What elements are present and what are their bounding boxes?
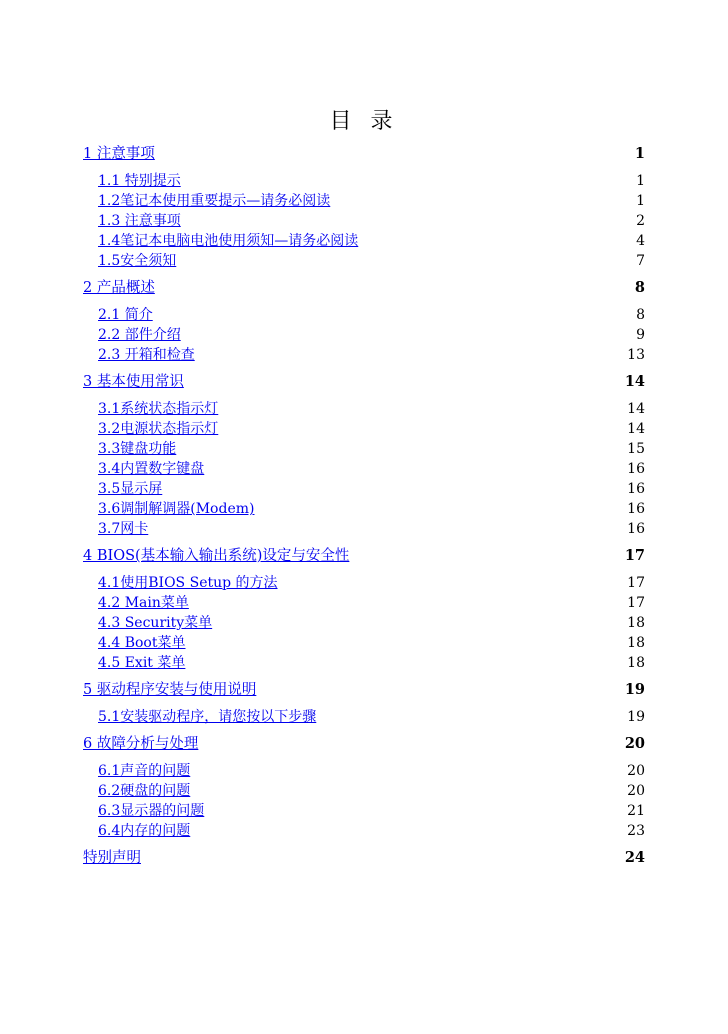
- toc-chapter-link[interactable]: 特别声明: [83, 850, 141, 866]
- toc-entry-page-number: 16: [627, 501, 645, 517]
- toc-entry-page-number: 16: [627, 461, 645, 477]
- toc-entry-row: [83, 499, 645, 519]
- toc-chapter-link[interactable]: 2 产品概述: [83, 280, 155, 296]
- toc-entry-page-number: 8: [636, 307, 645, 323]
- toc-entry-link[interactable]: 3.3键盘功能: [98, 441, 177, 457]
- toc-section: [83, 733, 645, 841]
- toc-entry-row: [83, 251, 645, 271]
- toc-entry-row: [83, 801, 645, 821]
- toc-chapter-row: [83, 733, 645, 755]
- toc-section: [83, 277, 645, 365]
- toc-chapter-page-number: 14: [624, 373, 645, 390]
- toc-entry-link[interactable]: 6.3显示器的问题: [98, 803, 205, 819]
- toc-chapter-row: [83, 847, 645, 869]
- toc-entry-link[interactable]: 1.3 注意事项: [98, 213, 181, 229]
- toc-section: [83, 847, 645, 869]
- toc-chapter-page-number: 17: [624, 547, 645, 564]
- toc-entry-link[interactable]: 3.7网卡: [98, 521, 149, 537]
- toc-chapter-row: [83, 277, 645, 299]
- toc-section: [83, 545, 645, 673]
- toc-entry-row: [83, 479, 645, 499]
- toc-entry-link[interactable]: 6.1声音的问题: [98, 763, 191, 779]
- toc-entry-row: [83, 633, 645, 653]
- toc-entry-row: [83, 593, 645, 613]
- toc-entry-row: [83, 439, 645, 459]
- toc-section: [83, 371, 645, 539]
- toc-entry-page-number: 18: [627, 635, 645, 651]
- toc-entry-row: [83, 419, 645, 439]
- toc-entry-row: [83, 325, 645, 345]
- toc-entry-page-number: 15: [627, 441, 645, 457]
- toc-entry-page-number: 17: [627, 575, 645, 591]
- toc-entry-page-number: 18: [627, 615, 645, 631]
- toc-entry-row: [83, 399, 645, 419]
- toc-entry-link[interactable]: 3.5显示屏: [98, 481, 163, 497]
- toc-entry-page-number: 17: [627, 595, 645, 611]
- toc-entry-page-number: 4: [636, 233, 645, 249]
- toc-entry-page-number: 18: [627, 655, 645, 671]
- toc-entry-row: [83, 573, 645, 593]
- toc-entry-row: [83, 345, 645, 365]
- toc-entry-link[interactable]: 4.3 Security菜单: [98, 615, 213, 631]
- toc-entry-link[interactable]: 6.4内存的问题: [98, 823, 191, 839]
- toc-entry-row: [83, 211, 645, 231]
- toc-entry-link[interactable]: 2.3 开箱和检查: [98, 347, 195, 363]
- toc-entry-page-number: 14: [627, 421, 645, 437]
- toc-chapter-link[interactable]: 1 注意事项: [83, 146, 155, 162]
- toc-chapter-page-number: 24: [624, 849, 645, 866]
- toc-entry-page-number: 20: [627, 763, 645, 779]
- toc-entry-link[interactable]: 3.1系统状态指示灯: [98, 401, 219, 417]
- toc-chapter-row: [83, 371, 645, 393]
- toc-entry-link[interactable]: 1.2笔记本使用重要提示—请务必阅读: [98, 193, 331, 209]
- table-of-contents: [83, 143, 645, 875]
- toc-entry-page-number: 13: [627, 347, 645, 363]
- toc-chapter-page-number: 1: [634, 145, 645, 162]
- toc-entry-row: [83, 821, 645, 841]
- toc-entry-page-number: 1: [636, 193, 645, 209]
- toc-entry-page-number: 16: [627, 521, 645, 537]
- toc-entry-link[interactable]: 1.1 特别提示: [98, 173, 181, 189]
- toc-entry-page-number: 23: [627, 823, 645, 839]
- toc-entry-page-number: 20: [627, 783, 645, 799]
- toc-chapter-row: [83, 545, 645, 567]
- toc-entry-page-number: 21: [627, 803, 645, 819]
- toc-entry-row: [83, 761, 645, 781]
- toc-entry-row: [83, 707, 645, 727]
- toc-chapter-page-number: 8: [634, 279, 645, 296]
- toc-chapter-link[interactable]: 4 BIOS(基本输入输出系统)设定与安全性: [83, 548, 350, 564]
- toc-entry-link[interactable]: 1.4笔记本电脑电池使用须知—请务必阅读: [98, 233, 359, 249]
- toc-chapter-row: [83, 143, 645, 165]
- toc-chapter-link[interactable]: 6 故障分析与处理: [83, 736, 199, 752]
- toc-chapter-link[interactable]: 5 驱动程序安装与使用说明: [83, 682, 257, 698]
- toc-chapter-page-number: 19: [624, 681, 645, 698]
- toc-entry-link[interactable]: 2.2 部件介绍: [98, 327, 181, 343]
- toc-entry-page-number: 2: [636, 213, 645, 229]
- toc-entry-link[interactable]: 4.5 Exit 菜单: [98, 655, 186, 671]
- toc-entry-row: [83, 519, 645, 539]
- toc-entry-row: [83, 459, 645, 479]
- toc-entry-page-number: 9: [636, 327, 645, 343]
- page-title: 目 录: [329, 109, 399, 134]
- toc-entry-link[interactable]: 4.4 Boot菜单: [98, 635, 186, 651]
- toc-chapter-page-number: 20: [624, 735, 645, 752]
- toc-entry-row: [83, 653, 645, 673]
- toc-entry-link[interactable]: 5.1安装驱动程序，请您按以下步骤: [98, 709, 317, 725]
- toc-entry-link[interactable]: 4.2 Main菜单: [98, 595, 189, 611]
- toc-section: [83, 679, 645, 727]
- toc-chapter-row: [83, 679, 645, 701]
- toc-entry-link[interactable]: 3.4内置数字键盘: [98, 461, 205, 477]
- toc-entry-page-number: 19: [627, 709, 645, 725]
- toc-entry-page-number: 7: [636, 253, 645, 269]
- toc-entry-row: [83, 613, 645, 633]
- toc-entry-page-number: 1: [636, 173, 645, 189]
- toc-entry-row: [83, 305, 645, 325]
- toc-chapter-link[interactable]: 3 基本使用常识: [83, 374, 184, 390]
- toc-entry-link[interactable]: 6.2硬盘的问题: [98, 783, 191, 799]
- toc-entry-link[interactable]: 3.6调制解调器(Modem): [98, 501, 255, 517]
- toc-entry-row: [83, 191, 645, 211]
- toc-entry-link[interactable]: 2.1 简介: [98, 307, 153, 323]
- toc-entry-page-number: 14: [627, 401, 645, 417]
- toc-entry-link[interactable]: 4.1使用BIOS Setup 的方法: [98, 575, 278, 591]
- toc-entry-row: [83, 231, 645, 251]
- toc-entry-row: [83, 171, 645, 191]
- toc-entry-link[interactable]: 1.5安全须知: [98, 253, 177, 269]
- toc-entry-link[interactable]: 3.2电源状态指示灯: [98, 421, 219, 437]
- toc-entry-row: [83, 781, 645, 801]
- toc-entry-page-number: 16: [627, 481, 645, 497]
- toc-section: [83, 143, 645, 271]
